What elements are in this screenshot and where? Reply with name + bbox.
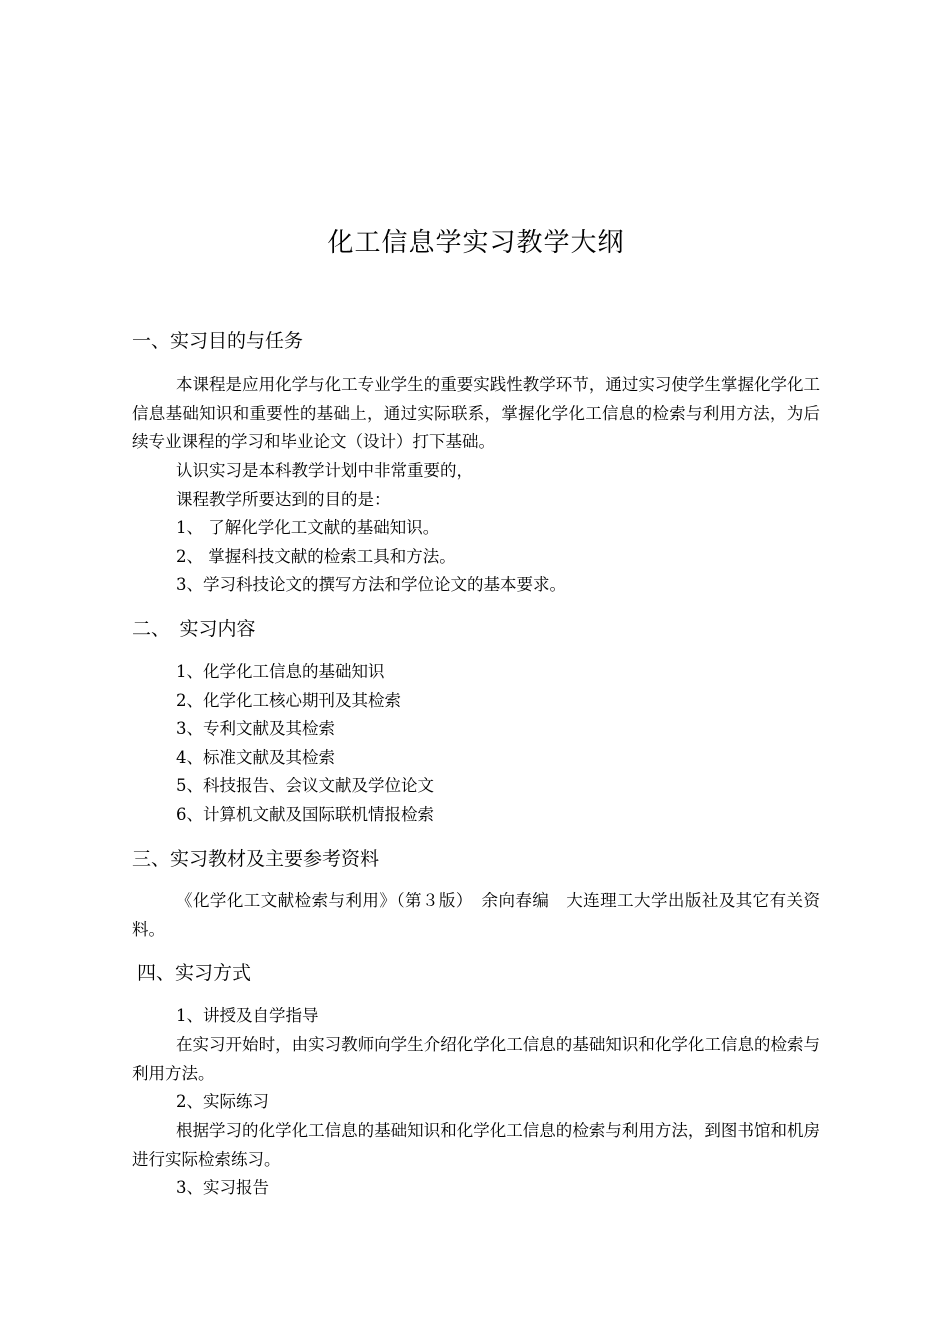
paragraph-course-intro: 本课程是应用化学与化工专业学生的重要实践性教学环节，通过实习使学生掌握化学化工信息基础知识和重要性的基础上，通过实际联系，掌握化学化工信息的检索与利用方法，为后续专业课程的学习和毕业论文（设计）打下基础。 [132,375,820,452]
line-goal-intro: 课程教学所要达到的目的是： [176,490,391,509]
list-item-goal-1: 1、 了解化学化工文献的基础知识。 [176,518,440,537]
subheading-report: 3、实习报告 [176,1178,269,1197]
paragraph-textbook: 《化学化工文献检索与利用》（第３版） 余向春编 大连理工大学出版社及其它有关资料。 [132,891,820,939]
paragraph-practice: 根据学习的化学化工信息的基础知识和化学化工信息的检索与利用方法，到图书馆和机房进行实际检索练习。 [132,1121,820,1169]
list-item-content-3: 3、专利文献及其检索 [176,719,335,738]
paragraph-lecture: 在实习开始时，由实习教师向学生介绍化学化工信息的基础知识和化学化工信息的检索与利用方法。 [132,1035,820,1083]
list-item-content-5: 5、科技报告、会议文献及学位论文 [176,776,434,795]
line-internship-note: 认识实习是本科教学计划中非常重要的， [176,461,473,480]
subheading-practice: 2、实际练习 [176,1092,269,1111]
document-title: 化工信息学实习教学大纲 [327,228,625,258]
list-item-content-4: 4、标准文献及其检索 [176,748,335,767]
list-item-content-2: 2、化学化工核心期刊及其检索 [176,691,401,710]
subheading-lecture: 1、讲授及自学指导 [176,1006,319,1025]
section-heading-method: 四、实习方式 [137,962,252,984]
section-heading-purpose: 一、实习目的与任务 [132,330,304,352]
list-item-content-6: 6、计算机文献及国际联机情报检索 [176,805,434,824]
list-item-goal-2: 2、 掌握科技文献的检索工具和方法。 [176,547,456,566]
section-heading-content: 二、 实习内容 [132,618,256,640]
section-heading-materials: 三、实习教材及主要参考资料 [132,848,380,870]
list-item-goal-3: 3、学习科技论文的撰写方法和学位论文的基本要求。 [176,575,566,594]
list-item-content-1: 1、化学化工信息的基础知识 [176,662,385,681]
